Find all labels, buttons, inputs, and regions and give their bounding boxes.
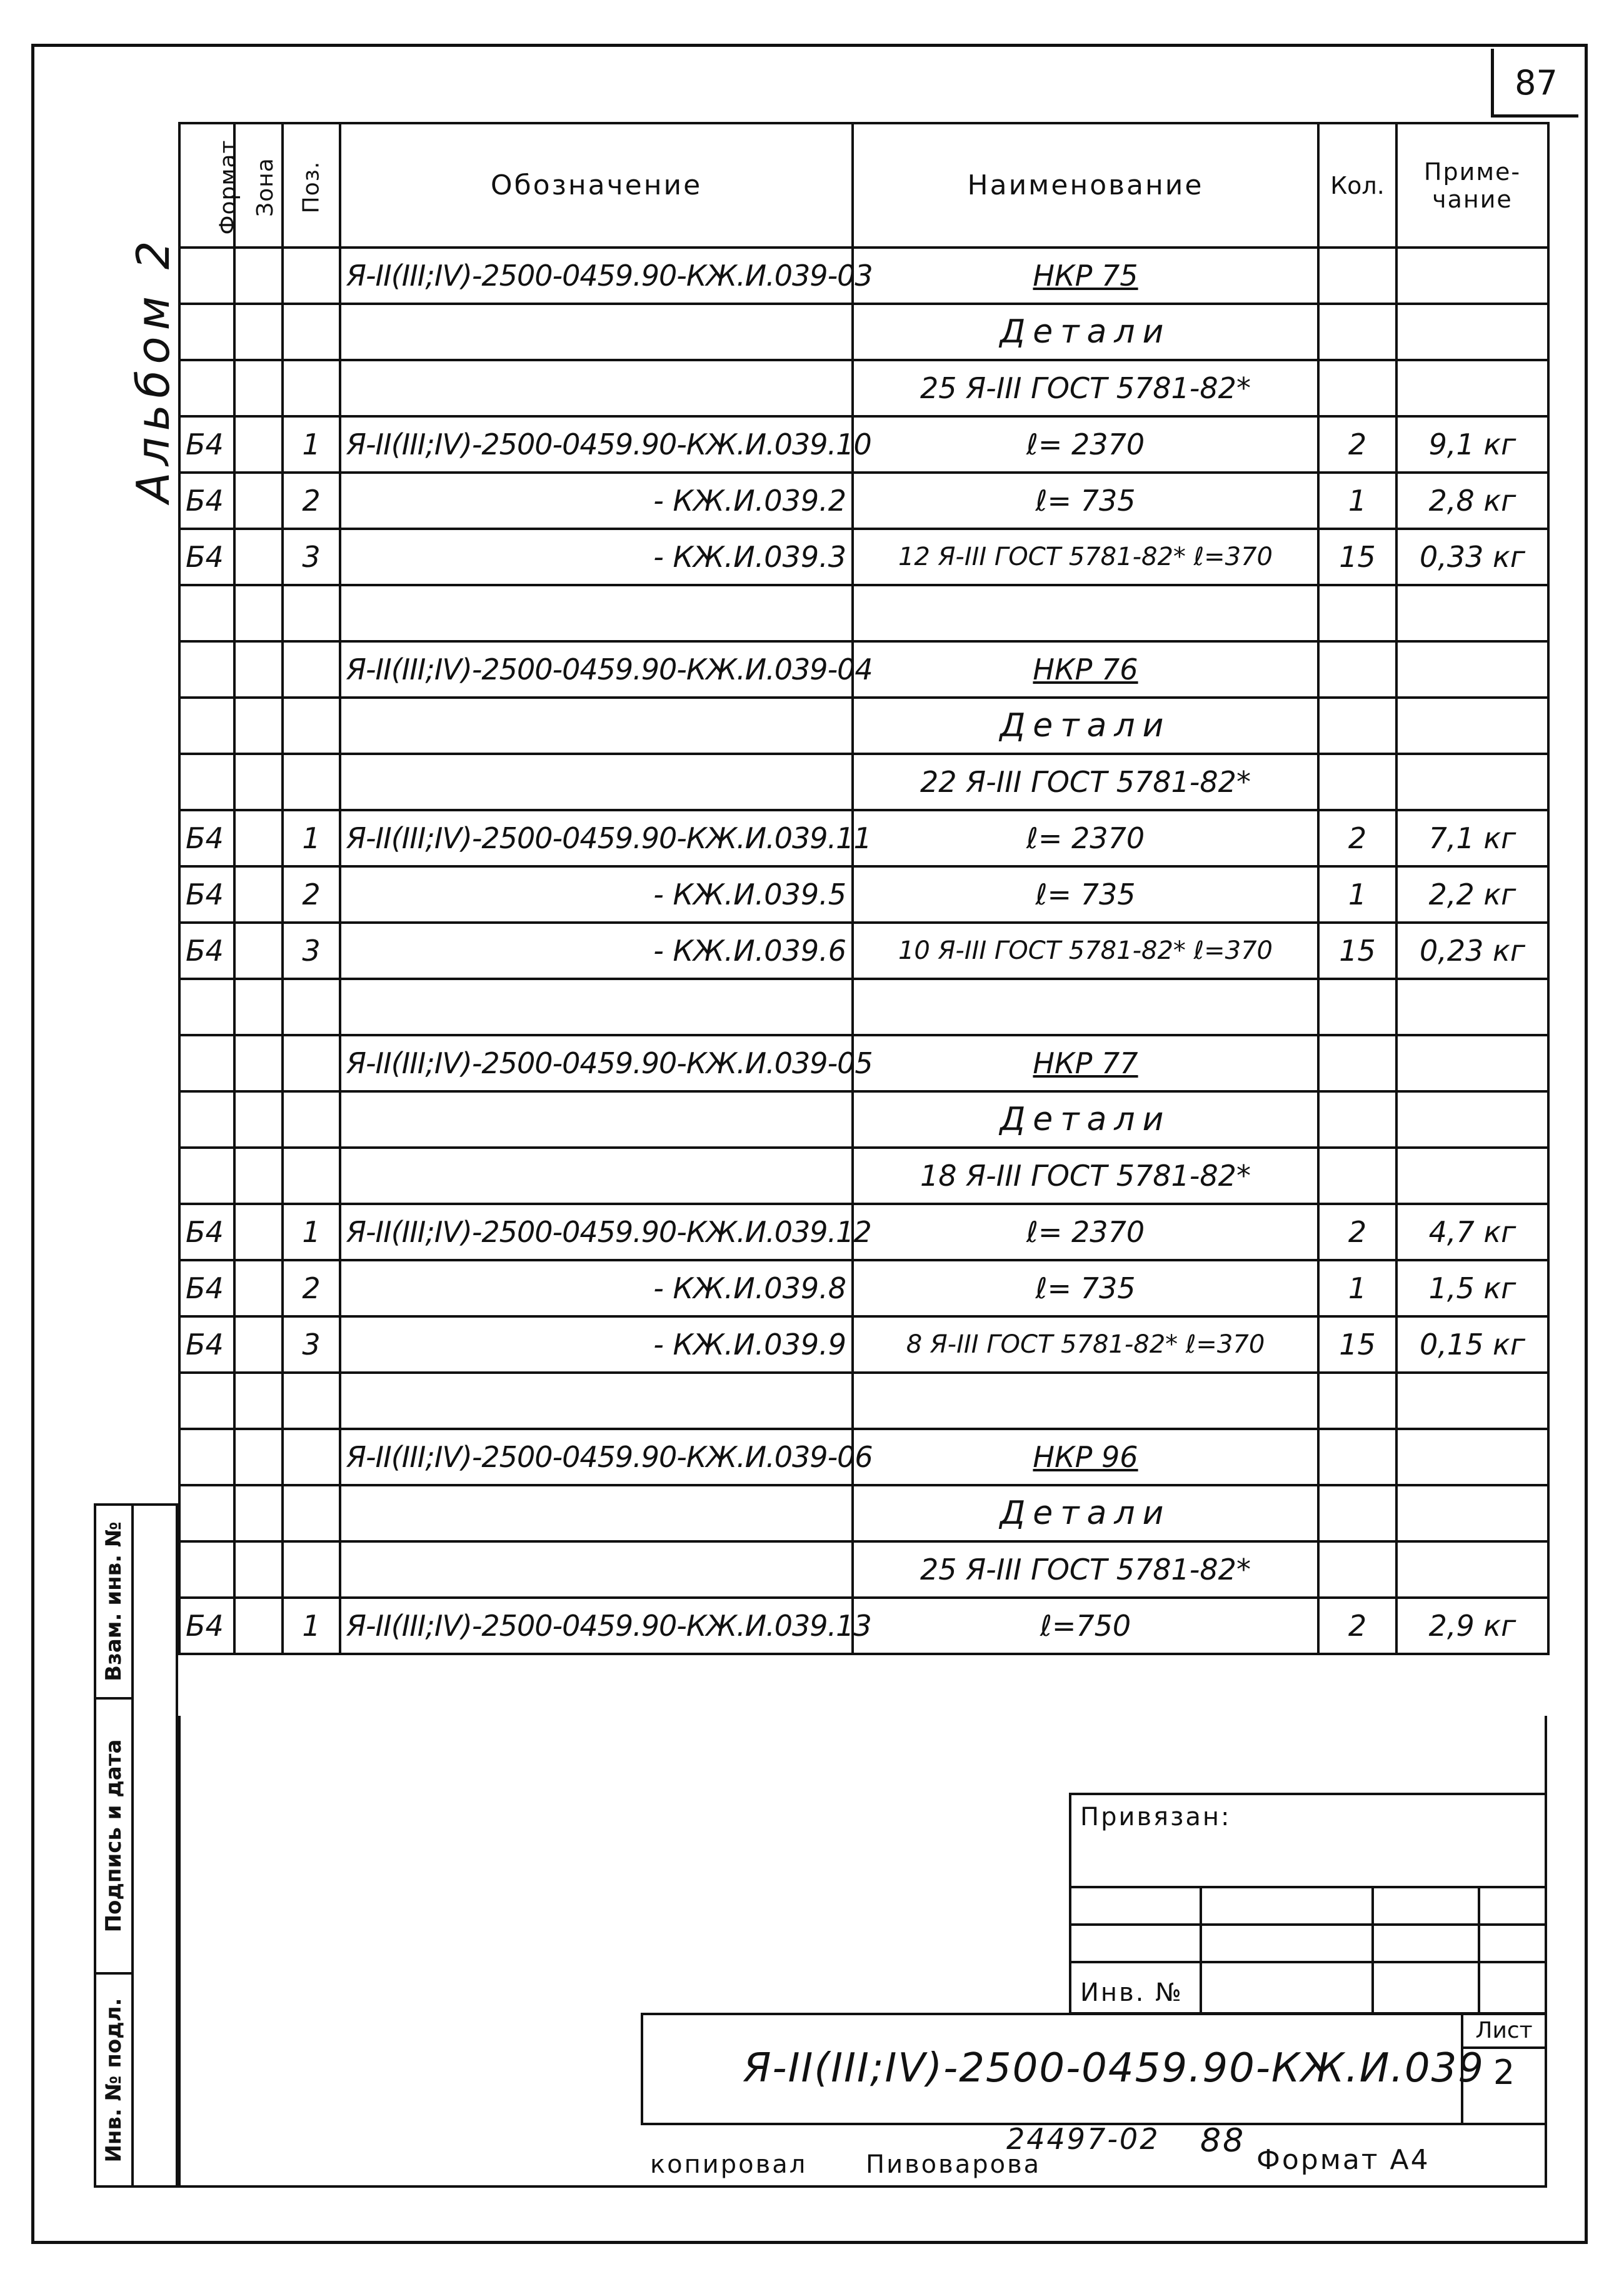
table-row xyxy=(179,866,1548,923)
footer-page: 88 xyxy=(1200,2122,1246,2160)
cell-qty xyxy=(1318,1035,1396,1091)
cell-zone xyxy=(234,1316,283,1373)
binding-inv-label: Инв. № xyxy=(1080,1978,1183,2007)
cell-qty xyxy=(1318,1541,1396,1598)
cell-qty: 15 xyxy=(1318,529,1396,585)
cell-name: НКР 77 xyxy=(853,1035,1318,1091)
cell-note xyxy=(1396,1148,1548,1204)
cell-format xyxy=(179,1485,234,1541)
side-cell-inv-podl: Инв. № подл. xyxy=(96,1975,134,2185)
table-row xyxy=(179,923,1548,979)
cell-qty xyxy=(1318,641,1396,698)
cell-note: 1,5 кг xyxy=(1396,1260,1548,1316)
cell-designation: Я-II(III;IV)-2500-0459.90-КЖ.И.039.11 xyxy=(340,810,853,866)
table-row xyxy=(179,1091,1548,1148)
cell-name: 25 Я-III ГОСТ 5781-82* xyxy=(853,1541,1318,1598)
specification-table xyxy=(178,122,1550,1655)
cell-pos xyxy=(283,1429,340,1485)
cell-qty xyxy=(1318,248,1396,304)
cell-designation xyxy=(340,698,853,754)
footer-format: Формат А4 xyxy=(1256,2144,1430,2176)
side-cell-podpis: Подпись и дата xyxy=(96,1700,134,1975)
cell-pos: 3 xyxy=(283,1316,340,1373)
cell-note: 2,8 кг xyxy=(1396,473,1548,529)
cell-zone xyxy=(234,304,283,360)
cell-name: 12 Я-III ГОСТ 5781-82* ℓ=370 xyxy=(853,529,1318,585)
footer-order: 24497-02 xyxy=(1006,2122,1160,2156)
sheet-number: 87 xyxy=(1491,49,1578,118)
cell-zone xyxy=(234,360,283,416)
cell-qty xyxy=(1318,1429,1396,1485)
cell-pos xyxy=(283,698,340,754)
cell-designation: Я-II(III;IV)-2500-0459.90-КЖ.И.039-03 xyxy=(340,248,853,304)
cell-pos xyxy=(283,585,340,641)
cell-name: ℓ=750 xyxy=(853,1598,1318,1654)
cell-pos: 3 xyxy=(283,529,340,585)
cell-designation: - КЖ.И.039.9 xyxy=(340,1316,853,1373)
cell-qty xyxy=(1318,1485,1396,1541)
side-stamp xyxy=(94,1503,178,2188)
table-row xyxy=(179,585,1548,641)
cell-zone xyxy=(234,866,283,923)
cell-qty xyxy=(1318,1091,1396,1148)
cell-designation: Я-II(III;IV)-2500-0459.90-КЖ.И.039.13 xyxy=(340,1598,853,1654)
cell-name: Детали xyxy=(853,1485,1318,1541)
cell-note: 9,1 кг xyxy=(1396,416,1548,473)
cell-zone xyxy=(234,1485,283,1541)
cell-designation: Я-II(III;IV)-2500-0459.90-КЖ.И.039-05 xyxy=(340,1035,853,1091)
cell-designation xyxy=(340,754,853,810)
cell-pos xyxy=(283,1035,340,1091)
cell-format xyxy=(179,979,234,1035)
cell-designation: - КЖ.И.039.5 xyxy=(340,866,853,923)
cell-qty xyxy=(1318,698,1396,754)
cell-pos: 3 xyxy=(283,923,340,979)
cell-qty xyxy=(1318,1373,1396,1429)
footer-copied-label: копировал xyxy=(650,2150,808,2179)
table-row xyxy=(179,1035,1548,1091)
cell-designation xyxy=(340,1148,853,1204)
cell-name: 18 Я-III ГОСТ 5781-82* xyxy=(853,1148,1318,1204)
cell-name: ℓ= 2370 xyxy=(853,416,1318,473)
header-designation: Обозначение xyxy=(340,123,853,248)
cell-name: Детали xyxy=(853,304,1318,360)
cell-format xyxy=(179,585,234,641)
cell-qty: 15 xyxy=(1318,923,1396,979)
cell-format: Б4 xyxy=(179,416,234,473)
cell-format: Б4 xyxy=(179,866,234,923)
table-row xyxy=(179,641,1548,698)
cell-zone xyxy=(234,810,283,866)
table-row xyxy=(179,248,1548,304)
cell-pos: 2 xyxy=(283,866,340,923)
cell-pos: 1 xyxy=(283,1598,340,1654)
cell-qty xyxy=(1318,1148,1396,1204)
cell-note: 0,15 кг xyxy=(1396,1316,1548,1373)
cell-note xyxy=(1396,979,1548,1035)
table-row xyxy=(179,1485,1548,1541)
cell-format xyxy=(179,698,234,754)
cell-zone xyxy=(234,248,283,304)
sheet-value: 2 xyxy=(1493,2053,1515,2092)
cell-designation: Я-II(III;IV)-2500-0459.90-КЖ.И.039.10 xyxy=(340,416,853,473)
table-row xyxy=(179,304,1548,360)
sheet-label: Лист xyxy=(1463,2015,1545,2049)
cell-qty: 1 xyxy=(1318,866,1396,923)
cell-zone xyxy=(234,585,283,641)
cell-designation: - КЖ.И.039.6 xyxy=(340,923,853,979)
cell-name xyxy=(853,585,1318,641)
cell-zone xyxy=(234,1091,283,1148)
header-note: Приме-чание xyxy=(1396,123,1548,248)
table-row xyxy=(179,1429,1548,1485)
cell-zone xyxy=(234,416,283,473)
cell-pos: 1 xyxy=(283,1204,340,1260)
header-format: Формат xyxy=(179,123,234,248)
table-row xyxy=(179,1148,1548,1204)
cell-pos xyxy=(283,1091,340,1148)
table-row xyxy=(179,1373,1548,1429)
cell-format xyxy=(179,1035,234,1091)
cell-note xyxy=(1396,304,1548,360)
cell-pos xyxy=(283,754,340,810)
table-row xyxy=(179,1316,1548,1373)
cell-name: 8 Я-III ГОСТ 5781-82* ℓ=370 xyxy=(853,1316,1318,1373)
cell-format: Б4 xyxy=(179,473,234,529)
table-row xyxy=(179,1204,1548,1260)
cell-name: 25 Я-III ГОСТ 5781-82* xyxy=(853,360,1318,416)
cell-note: 7,1 кг xyxy=(1396,810,1548,866)
cell-pos xyxy=(283,1485,340,1541)
cell-format: Б4 xyxy=(179,529,234,585)
table-header-row xyxy=(179,123,1548,248)
cell-name xyxy=(853,979,1318,1035)
cell-name: НКР 75 xyxy=(853,248,1318,304)
cell-name: ℓ= 735 xyxy=(853,1260,1318,1316)
cell-note xyxy=(1396,754,1548,810)
cell-designation xyxy=(340,1091,853,1148)
cell-format xyxy=(179,1091,234,1148)
cell-note xyxy=(1396,1035,1548,1091)
cell-format: Б4 xyxy=(179,1316,234,1373)
cell-name: 10 Я-III ГОСТ 5781-82* ℓ=370 xyxy=(853,923,1318,979)
cell-pos xyxy=(283,248,340,304)
cell-name: ℓ= 2370 xyxy=(853,810,1318,866)
cell-note: 4,7 кг xyxy=(1396,1204,1548,1260)
cell-designation: Я-II(III;IV)-2500-0459.90-КЖ.И.039-04 xyxy=(340,641,853,698)
cell-pos xyxy=(283,1373,340,1429)
cell-pos xyxy=(283,979,340,1035)
cell-name: ℓ= 735 xyxy=(853,473,1318,529)
cell-qty: 1 xyxy=(1318,1260,1396,1316)
table-row xyxy=(179,1260,1548,1316)
cell-pos: 2 xyxy=(283,1260,340,1316)
cell-designation: - КЖ.И.039.8 xyxy=(340,1260,853,1316)
cell-designation: - КЖ.И.039.2 xyxy=(340,473,853,529)
cell-pos xyxy=(283,304,340,360)
cell-format xyxy=(179,1373,234,1429)
binding-label: Привязан: xyxy=(1080,1803,1231,1831)
table-row xyxy=(179,360,1548,416)
cell-format xyxy=(179,1148,234,1204)
cell-zone xyxy=(234,979,283,1035)
cell-format: Б4 xyxy=(179,1598,234,1654)
cell-note: 2,2 кг xyxy=(1396,866,1548,923)
header-qty: Кол. xyxy=(1318,123,1396,248)
cell-name: Детали xyxy=(853,698,1318,754)
cell-format xyxy=(179,360,234,416)
cell-qty xyxy=(1318,360,1396,416)
cell-note xyxy=(1396,1541,1548,1598)
cell-zone xyxy=(234,1429,283,1485)
cell-designation xyxy=(340,1485,853,1541)
title-block xyxy=(641,2013,1547,2125)
cell-zone xyxy=(234,1598,283,1654)
cell-designation: Я-II(III;IV)-2500-0459.90-КЖ.И.039-06 xyxy=(340,1429,853,1485)
cell-format xyxy=(179,1429,234,1485)
cell-name: 22 Я-III ГОСТ 5781-82* xyxy=(853,754,1318,810)
cell-note xyxy=(1396,1485,1548,1541)
cell-qty: 2 xyxy=(1318,1598,1396,1654)
cell-qty: 1 xyxy=(1318,473,1396,529)
sheet-box xyxy=(1461,2015,1545,2123)
cell-designation: Я-II(III;IV)-2500-0459.90-КЖ.И.039.12 xyxy=(340,1204,853,1260)
cell-note xyxy=(1396,585,1548,641)
cell-qty: 2 xyxy=(1318,810,1396,866)
cell-note: 0,33 кг xyxy=(1396,529,1548,585)
cell-qty: 15 xyxy=(1318,1316,1396,1373)
cell-format: Б4 xyxy=(179,810,234,866)
cell-name: ℓ= 735 xyxy=(853,866,1318,923)
table-row xyxy=(179,416,1548,473)
cell-zone xyxy=(234,698,283,754)
cell-zone xyxy=(234,1148,283,1204)
cell-note xyxy=(1396,641,1548,698)
cell-zone xyxy=(234,641,283,698)
cell-qty xyxy=(1318,754,1396,810)
cell-pos xyxy=(283,360,340,416)
cell-zone xyxy=(234,1204,283,1260)
cell-note xyxy=(1396,1091,1548,1148)
cell-pos xyxy=(283,1541,340,1598)
cell-pos xyxy=(283,641,340,698)
cell-format xyxy=(179,304,234,360)
cell-pos: 1 xyxy=(283,810,340,866)
cell-zone xyxy=(234,473,283,529)
cell-name: ℓ= 2370 xyxy=(853,1204,1318,1260)
cell-format xyxy=(179,641,234,698)
table-row xyxy=(179,1598,1548,1654)
footer-copied-by: Пивоварова xyxy=(866,2150,1041,2179)
cell-pos: 2 xyxy=(283,473,340,529)
table-row xyxy=(179,698,1548,754)
cell-zone xyxy=(234,529,283,585)
cell-format: Б4 xyxy=(179,1204,234,1260)
cell-pos xyxy=(283,1148,340,1204)
document-code: Я-II(III;IV)-2500-0459.90-КЖ.И.039 xyxy=(743,2045,1485,2091)
cell-designation xyxy=(340,979,853,1035)
cell-format xyxy=(179,248,234,304)
header-pos: Поз. xyxy=(283,123,340,248)
cell-designation xyxy=(340,585,853,641)
cell-note: 0,23 кг xyxy=(1396,923,1548,979)
cell-zone xyxy=(234,1260,283,1316)
side-cell-vzam: Взам. инв. № xyxy=(96,1506,134,1700)
cell-designation: - КЖ.И.039.3 xyxy=(340,529,853,585)
table-body xyxy=(179,248,1548,1654)
cell-note xyxy=(1396,248,1548,304)
table-row xyxy=(179,1541,1548,1598)
cell-zone xyxy=(234,1541,283,1598)
album-label: Альбом 2 xyxy=(127,234,179,503)
cell-designation xyxy=(340,1373,853,1429)
cell-zone xyxy=(234,923,283,979)
cell-note xyxy=(1396,1373,1548,1429)
cell-format: Б4 xyxy=(179,1260,234,1316)
cell-note xyxy=(1396,1429,1548,1485)
cell-note: 2,9 кг xyxy=(1396,1598,1548,1654)
cell-format: Б4 xyxy=(179,923,234,979)
cell-qty xyxy=(1318,304,1396,360)
header-zone: Зона xyxy=(234,123,283,248)
cell-note xyxy=(1396,360,1548,416)
cell-name: НКР 76 xyxy=(853,641,1318,698)
cell-format xyxy=(179,1541,234,1598)
cell-zone xyxy=(234,754,283,810)
cell-qty xyxy=(1318,979,1396,1035)
cell-designation xyxy=(340,360,853,416)
cell-name: НКР 96 xyxy=(853,1429,1318,1485)
cell-name xyxy=(853,1373,1318,1429)
cell-note xyxy=(1396,698,1548,754)
cell-designation xyxy=(340,1541,853,1598)
cell-pos: 1 xyxy=(283,416,340,473)
table-row xyxy=(179,979,1548,1035)
header-name: Наименование xyxy=(853,123,1318,248)
cell-qty: 2 xyxy=(1318,416,1396,473)
cell-name: Детали xyxy=(853,1091,1318,1148)
table-row xyxy=(179,529,1548,585)
cell-designation xyxy=(340,304,853,360)
table-row xyxy=(179,473,1548,529)
table-row xyxy=(179,754,1548,810)
cell-format xyxy=(179,754,234,810)
binding-block xyxy=(1069,1793,1547,2015)
cell-qty: 2 xyxy=(1318,1204,1396,1260)
cell-qty xyxy=(1318,585,1396,641)
cell-zone xyxy=(234,1373,283,1429)
cell-zone xyxy=(234,1035,283,1091)
table-row xyxy=(179,810,1548,866)
